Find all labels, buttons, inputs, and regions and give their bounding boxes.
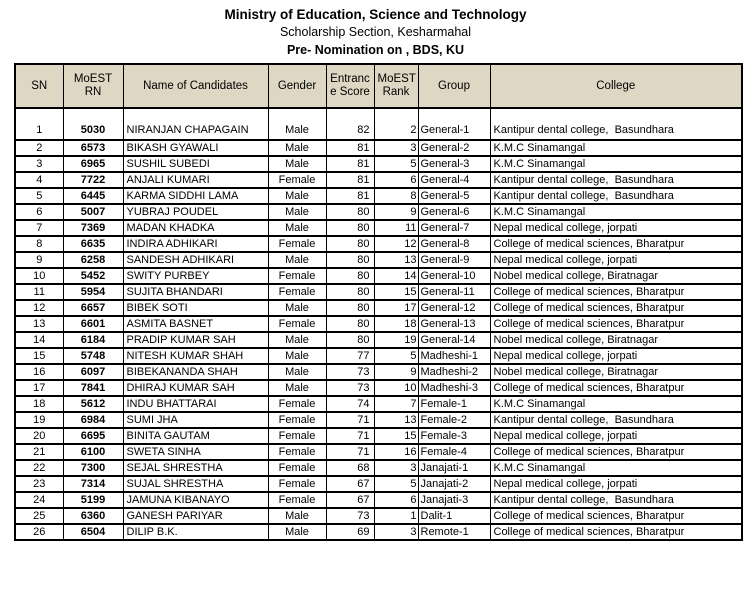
cell-score: 81 — [326, 140, 374, 156]
cell-college: Nepal medical college, jorpati — [490, 252, 742, 268]
cell-score: 81 — [326, 188, 374, 204]
cell-college: College of medical sciences, Bharatpur — [490, 524, 742, 540]
cell-rank: 14 — [374, 268, 418, 284]
cell-score: 80 — [326, 316, 374, 332]
cell-rank: 5 — [374, 348, 418, 364]
cell-gender: Female — [268, 396, 326, 412]
cell-college: Kantipur dental college, Basundhara — [490, 108, 742, 140]
cell-rn: 5748 — [63, 348, 123, 364]
cell-score: 71 — [326, 428, 374, 444]
document-title: Ministry of Education, Science and Technology — [224, 7, 527, 22]
cell-gender: Male — [268, 508, 326, 524]
cell-rn: 6984 — [63, 412, 123, 428]
cell-name: BIBEK SOTI — [123, 300, 268, 316]
cell-sn: 17 — [15, 380, 63, 396]
cell-name: SWITY PURBEY — [123, 268, 268, 284]
table-row — [15, 476, 742, 492]
cell-score: 82 — [326, 108, 374, 140]
cell-score: 73 — [326, 508, 374, 524]
cell-rank: 5 — [374, 156, 418, 172]
cell-group: Madheshi-3 — [418, 380, 490, 396]
cell-rn: 6258 — [63, 252, 123, 268]
cell-name: SANDESH ADHIKARI — [123, 252, 268, 268]
cell-rank: 10 — [374, 380, 418, 396]
cell-score: 80 — [326, 204, 374, 220]
cell-name: SWETA SINHA — [123, 444, 268, 460]
cell-group: General-5 — [418, 188, 490, 204]
cell-name: INDU BHATTARAI — [123, 396, 268, 412]
cell-group: General-12 — [418, 300, 490, 316]
cell-score: 68 — [326, 460, 374, 476]
cell-rn: 6097 — [63, 364, 123, 380]
cell-college: College of medical sciences, Bharatpur — [490, 284, 742, 300]
cell-sn: 23 — [15, 476, 63, 492]
cell-sn: 10 — [15, 268, 63, 284]
cell-score: 80 — [326, 300, 374, 316]
cell-sn: 15 — [15, 348, 63, 364]
cell-rank: 9 — [374, 204, 418, 220]
cell-rank: 15 — [374, 284, 418, 300]
cell-sn: 22 — [15, 460, 63, 476]
cell-rn: 7300 — [63, 460, 123, 476]
cell-college: Kantipur dental college, Basundhara — [490, 412, 742, 428]
cell-college: K.M.C Sinamangal — [490, 396, 742, 412]
cell-college: K.M.C Sinamangal — [490, 204, 742, 220]
cell-rn: 6100 — [63, 444, 123, 460]
cell-group: Dalit-1 — [418, 508, 490, 524]
table-row — [15, 220, 742, 236]
cell-college: Nepal medical college, jorpati — [490, 220, 742, 236]
cell-rn: 6965 — [63, 156, 123, 172]
column-header-gender: Gender — [268, 64, 326, 108]
cell-name: BINITA GAUTAM — [123, 428, 268, 444]
cell-rn: 7314 — [63, 476, 123, 492]
cell-sn: 11 — [15, 284, 63, 300]
table-row — [15, 508, 742, 524]
cell-rn: 7369 — [63, 220, 123, 236]
table-row — [15, 284, 742, 300]
cell-college: Kantipur dental college, Basundhara — [490, 172, 742, 188]
cell-gender: Male — [268, 300, 326, 316]
cell-name: ASMITA BASNET — [123, 316, 268, 332]
table-row — [15, 268, 742, 284]
cell-college: Nepal medical college, jorpati — [490, 428, 742, 444]
cell-name: BIKASH GYAWALI — [123, 140, 268, 156]
cell-group: Female-3 — [418, 428, 490, 444]
cell-sn: 21 — [15, 444, 63, 460]
nomination-table — [14, 63, 743, 541]
table-row — [15, 156, 742, 172]
cell-score: 74 — [326, 396, 374, 412]
table-row — [15, 428, 742, 444]
header-row — [15, 64, 742, 108]
cell-group: General-6 — [418, 204, 490, 220]
cell-college: College of medical sciences, Bharatpur — [490, 300, 742, 316]
table-row — [15, 460, 742, 476]
cell-score: 81 — [326, 172, 374, 188]
cell-name: GANESH PARIYAR — [123, 508, 268, 524]
cell-name: SUMI JHA — [123, 412, 268, 428]
cell-sn: 5 — [15, 188, 63, 204]
cell-gender: Male — [268, 220, 326, 236]
cell-gender: Male — [268, 364, 326, 380]
cell-rank: 12 — [374, 236, 418, 252]
cell-sn: 18 — [15, 396, 63, 412]
cell-gender: Male — [268, 188, 326, 204]
cell-college: K.M.C Sinamangal — [490, 156, 742, 172]
cell-group: General-9 — [418, 252, 490, 268]
cell-score: 80 — [326, 268, 374, 284]
cell-rank: 3 — [374, 524, 418, 540]
cell-rn: 6573 — [63, 140, 123, 156]
cell-group: General-4 — [418, 172, 490, 188]
cell-rn: 6504 — [63, 524, 123, 540]
cell-gender: Male — [268, 348, 326, 364]
column-header-group: Group — [418, 64, 490, 108]
cell-college: Kantipur dental college, Basundhara — [490, 188, 742, 204]
cell-rank: 2 — [374, 108, 418, 140]
cell-rn: 5452 — [63, 268, 123, 284]
cell-group: General-2 — [418, 140, 490, 156]
cell-name: DHIRAJ KUMAR SAH — [123, 380, 268, 396]
cell-group: Madheshi-2 — [418, 364, 490, 380]
cell-college: Nobel medical college, Biratnagar — [490, 268, 742, 284]
cell-college: Nobel medical college, Biratnagar — [490, 364, 742, 380]
cell-score: 71 — [326, 412, 374, 428]
cell-name: KARMA SIDDHI LAMA — [123, 188, 268, 204]
cell-sn: 20 — [15, 428, 63, 444]
cell-sn: 2 — [15, 140, 63, 156]
cell-rank: 11 — [374, 220, 418, 236]
cell-group: Janajati-3 — [418, 492, 490, 508]
cell-college: College of medical sciences, Bharatpur — [490, 236, 742, 252]
cell-gender: Male — [268, 108, 326, 140]
cell-sn: 14 — [15, 332, 63, 348]
table-row — [15, 380, 742, 396]
cell-score: 67 — [326, 476, 374, 492]
cell-college: College of medical sciences, Bharatpur — [490, 508, 742, 524]
cell-name: PRADIP KUMAR SAH — [123, 332, 268, 348]
table-row — [15, 300, 742, 316]
cell-sn: 1 — [15, 108, 63, 140]
cell-rn: 6360 — [63, 508, 123, 524]
cell-name: MADAN KHADKA — [123, 220, 268, 236]
cell-rn: 5030 — [63, 108, 123, 140]
column-header-score: Entranc e Score — [326, 64, 374, 108]
cell-rank: 5 — [374, 476, 418, 492]
cell-rank: 1 — [374, 508, 418, 524]
table-row — [15, 332, 742, 348]
cell-score: 80 — [326, 332, 374, 348]
cell-score: 80 — [326, 236, 374, 252]
cell-name: INDIRA ADHIKARI — [123, 236, 268, 252]
cell-college: College of medical sciences, Bharatpur — [490, 380, 742, 396]
cell-rank: 13 — [374, 252, 418, 268]
cell-gender: Male — [268, 156, 326, 172]
cell-rank: 7 — [374, 396, 418, 412]
cell-gender: Female — [268, 236, 326, 252]
cell-gender: Female — [268, 268, 326, 284]
cell-rn: 6695 — [63, 428, 123, 444]
cell-name: JAMUNA KIBANAYO — [123, 492, 268, 508]
cell-name: NIRANJAN CHAPAGAIN — [123, 108, 268, 140]
cell-name: BIBEKANANDA SHAH — [123, 364, 268, 380]
cell-score: 77 — [326, 348, 374, 364]
cell-college: College of medical sciences, Bharatpur — [490, 444, 742, 460]
table-row — [15, 444, 742, 460]
column-header-rank: MoEST Rank — [374, 64, 418, 108]
cell-name: ANJALI KUMARI — [123, 172, 268, 188]
cell-college: Kantipur dental college, Basundhara — [490, 492, 742, 508]
cell-sn: 9 — [15, 252, 63, 268]
cell-score: 73 — [326, 364, 374, 380]
cell-group: Remote-1 — [418, 524, 490, 540]
cell-group: Madheshi-1 — [418, 348, 490, 364]
cell-name: YUBRAJ POUDEL — [123, 204, 268, 220]
cell-sn: 7 — [15, 220, 63, 236]
cell-gender: Female — [268, 476, 326, 492]
cell-group: Janajati-2 — [418, 476, 490, 492]
cell-group: General-8 — [418, 236, 490, 252]
cell-gender: Female — [268, 412, 326, 428]
cell-college: Nepal medical college, jorpati — [490, 476, 742, 492]
cell-rn: 5007 — [63, 204, 123, 220]
cell-rank: 6 — [374, 492, 418, 508]
cell-gender: Male — [268, 204, 326, 220]
table-row — [15, 204, 742, 220]
cell-sn: 8 — [15, 236, 63, 252]
column-header-college: College — [490, 64, 742, 108]
table-row — [15, 236, 742, 252]
table-row — [15, 252, 742, 268]
cell-sn: 12 — [15, 300, 63, 316]
cell-gender: Male — [268, 524, 326, 540]
cell-score: 71 — [326, 444, 374, 460]
cell-name: SEJAL SHRESTHA — [123, 460, 268, 476]
cell-gender: Female — [268, 444, 326, 460]
cell-rank: 6 — [374, 172, 418, 188]
cell-score: 80 — [326, 252, 374, 268]
cell-rank: 13 — [374, 412, 418, 428]
cell-college: K.M.C Sinamangal — [490, 460, 742, 476]
cell-sn: 3 — [15, 156, 63, 172]
cell-gender: Male — [268, 380, 326, 396]
cell-sn: 25 — [15, 508, 63, 524]
table-row — [15, 316, 742, 332]
cell-rank: 15 — [374, 428, 418, 444]
cell-rank: 3 — [374, 140, 418, 156]
cell-name: SUSHIL SUBEDI — [123, 156, 268, 172]
table-row — [15, 108, 742, 140]
table-row — [15, 524, 742, 540]
cell-sn: 16 — [15, 364, 63, 380]
cell-sn: 6 — [15, 204, 63, 220]
cell-rank: 18 — [374, 316, 418, 332]
cell-gender: Male — [268, 252, 326, 268]
column-header-name: Name of Candidates — [123, 64, 268, 108]
cell-name: SUJITA BHANDARI — [123, 284, 268, 300]
cell-rn: 5954 — [63, 284, 123, 300]
cell-score: 73 — [326, 380, 374, 396]
cell-rn: 5612 — [63, 396, 123, 412]
cell-group: General-7 — [418, 220, 490, 236]
table-row — [15, 364, 742, 380]
cell-college: Nobel medical college, Biratnagar — [490, 332, 742, 348]
table-row — [15, 348, 742, 364]
cell-gender: Male — [268, 332, 326, 348]
cell-name: SUJAL SHRESTHA — [123, 476, 268, 492]
cell-group: Female-2 — [418, 412, 490, 428]
table-row — [15, 412, 742, 428]
cell-rank: 17 — [374, 300, 418, 316]
cell-rn: 7841 — [63, 380, 123, 396]
table-row — [15, 172, 742, 188]
cell-college: K.M.C Sinamangal — [490, 140, 742, 156]
cell-sn: 24 — [15, 492, 63, 508]
cell-group: Female-4 — [418, 444, 490, 460]
cell-gender: Male — [268, 140, 326, 156]
cell-rn: 5199 — [63, 492, 123, 508]
cell-group: Female-1 — [418, 396, 490, 412]
cell-score: 80 — [326, 220, 374, 236]
cell-rank: 3 — [374, 460, 418, 476]
cell-gender: Female — [268, 492, 326, 508]
cell-gender: Female — [268, 460, 326, 476]
document-subtitle: Scholarship Section, Kesharmahal — [279, 25, 472, 39]
cell-rank: 19 — [374, 332, 418, 348]
cell-rank: 8 — [374, 188, 418, 204]
column-header-rn: MoEST RN — [63, 64, 123, 108]
cell-sn: 19 — [15, 412, 63, 428]
cell-group: Janajati-1 — [418, 460, 490, 476]
cell-score: 67 — [326, 492, 374, 508]
cell-rn: 6445 — [63, 188, 123, 204]
cell-sn: 13 — [15, 316, 63, 332]
cell-score: 69 — [326, 524, 374, 540]
cell-rn: 6184 — [63, 332, 123, 348]
table-row — [15, 140, 742, 156]
cell-group: General-1 — [418, 108, 490, 140]
cell-score: 80 — [326, 284, 374, 300]
cell-group: General-10 — [418, 268, 490, 284]
cell-group: General-13 — [418, 316, 490, 332]
cell-gender: Female — [268, 316, 326, 332]
cell-college: Nepal medical college, jorpati — [490, 348, 742, 364]
cell-score: 81 — [326, 156, 374, 172]
cell-rank: 9 — [374, 364, 418, 380]
cell-gender: Female — [268, 284, 326, 300]
table-body — [15, 108, 742, 540]
table-row — [15, 188, 742, 204]
document-heading: Pre- Nomination on , BDS, KU — [286, 43, 465, 57]
table-row — [15, 396, 742, 412]
cell-sn: 4 — [15, 172, 63, 188]
cell-group: General-11 — [418, 284, 490, 300]
table-header — [15, 64, 742, 108]
cell-name: DILIP B.K. — [123, 524, 268, 540]
cell-sn: 26 — [15, 524, 63, 540]
cell-group: General-3 — [418, 156, 490, 172]
cell-college: College of medical sciences, Bharatpur — [490, 316, 742, 332]
cell-rank: 16 — [374, 444, 418, 460]
column-header-sn: SN — [15, 64, 63, 108]
cell-group: General-14 — [418, 332, 490, 348]
cell-rn: 6635 — [63, 236, 123, 252]
cell-gender: Female — [268, 172, 326, 188]
table-row — [15, 492, 742, 508]
cell-gender: Female — [268, 428, 326, 444]
cell-rn: 7722 — [63, 172, 123, 188]
cell-rn: 6601 — [63, 316, 123, 332]
cell-rn: 6657 — [63, 300, 123, 316]
cell-name: NITESH KUMAR SHAH — [123, 348, 268, 364]
